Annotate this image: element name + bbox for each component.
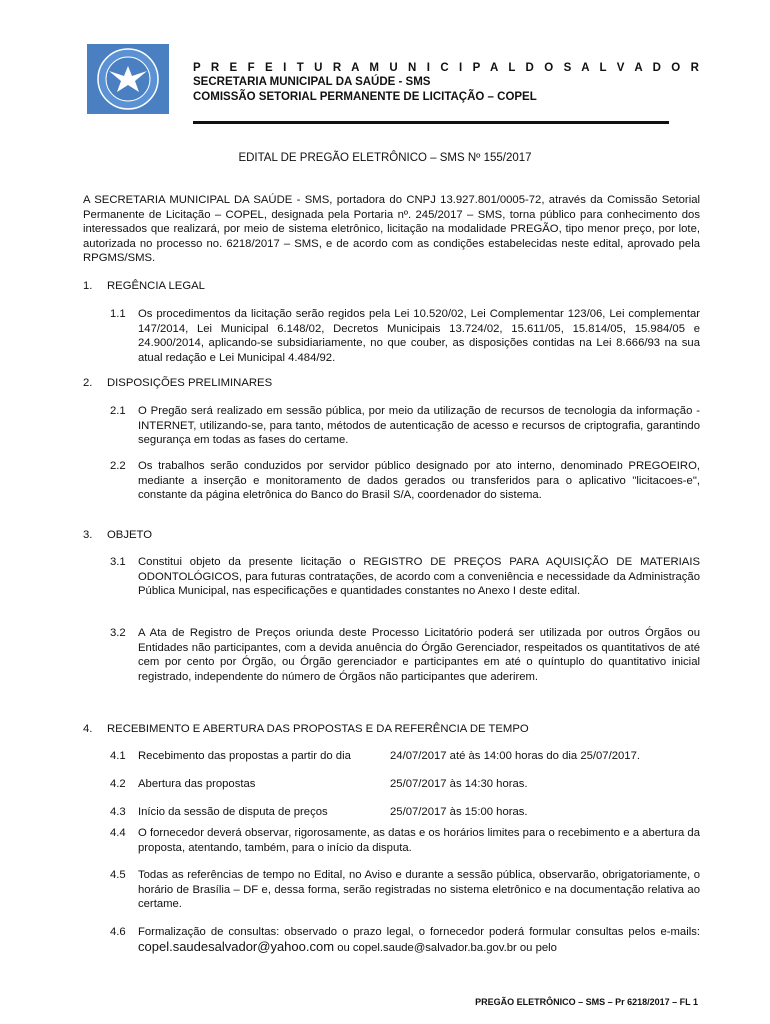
item-4-5: 4.5 Todas as referências de tempo no Edital, no Aviso e durante a sessão pública, observarão, obrigatoriamente, o horário de Brasília – DF e, dessa forma, serão registradas no sistema eletrônico e na documentação relativa ao certame. bbox=[110, 869, 700, 911]
item-2-1: 2.1 O Pregão será realizado em sessão pública, por meio da utilização de recursos de tecnologia da informação - INTERNET, utilizando-se, para tanto, métodos de autenticação de acesso e recursos de criptografia, garantindo segurança em todas as fases do certame. bbox=[110, 405, 700, 447]
section-2-heading: 2. DISPOSIÇÕES PRELIMINARES bbox=[83, 377, 273, 389]
document-page: P R E F E I T U R A M U N I C I P A L D O S A L V A D O R SECRETARIA MUNICIPAL DA SAÚDE - SMS COMISSÃO SETORIAL PERMANENTE DE LICITAÇÃO – COPEL EDITAL DE PREGÃO ELETRÔNICO – SMS Nº 155/2017 A SECRETARIA MUNICIPAL DA SAÚDE - SMS, portadora do CNPJ 13.927.801/0005-72, através da Comissão Setorial Permanente de Licitação – COPEL, designada pela Portaria nº. 245/2017 – SMS, torna público para conhecimento dos interessados que realizará, por meio de sistema eletrônico, licitação na modalidade PREGÃO, tipo menor preço, por lote, autorizada no processo no. 6218/2017 – SMS, e de acordo com as condições estabelecidas neste edital, aprovado pela RPGMS/SMS. 1. REGÊNCIA LEGAL 1.1 Os procedimentos da licitação serão regidos pela Lei 10.520/02, Lei Complementar 123/06, Lei complementar 147/2014, Lei Municipal 6.148/02, Decretos Municipais 13.724/02, 15.611/05, 15.814/05, 15.984/05 e 24.900/2014, aplicando-se subsidiariamente, no que couber, as disposições contidas na Lei 8.666/93 na sua atual redação e Lei Municipal 4.484/92. 2. DISPOSIÇÕES PRELIMINARES 2.1 O Pregão será realizado em sessão pública, por meio da utilização de recursos de tecnologia da informação - INTERNET, utilizando-se, para tanto, métodos de autenticação de acesso e recursos de criptografia, garantindo segurança em todas as fases do certame. 2.2 Os trabalhos serão conduzidos por servidor público designado por ato interno, denominado PREGOEIRO, mediante a inserção e monitoramento de dados gerados ou transferidos para o aplicativo "licitacoes-e", constante da página eletrônica do Banco do Brasil S/A, coordenador do sistema. 3. OBJETO 3.1 Constitui objeto da presente licitação o REGISTRO DE PREÇOS PARA AQUISIÇÃO DE MATERIAIS ODONTOLÓGICOS, para futuras contratações, de acordo com a conveniência e necessidade da Administração Pública Municipal, nas especificações e quantidades constantes no Anexo I deste edital. 3.2 A Ata de Registro de Preços oriunda deste Processo Licitatório poderá ser utilizada por outros Órgãos ou Entidades não participantes, com a devida anuência do Órgão Gerenciador, respeitados os quantitativos de até cem por cento por Órgão, ou Órgão gerenciador e participantes em até o quíntuplo do quantitativo inicial registrado, independente do número de Órgãos não participantes que aderirem. 4. RECEBIMENTO E ABERTURA DAS PROPOSTAS E DA REFERÊNCIA DE TEMPO 4.1 Recebimento das propostas a partir do dia 24/07/2017 até às 14:00 horas do dia 25/07/2017. 4.2 Abertura das propostas 25/07/2017 às 14:30 horas. 4.3 Início da sessão de disputa de preços 25/07/2017 às 15:00 horas. 4.4 O fornecedor deverá observar, rigorosamente, as datas e os horários limites para o recebimento e a abertura da proposta, atentando, também, para o início da disputa. 4.5 Todas as referências de tempo no Edital, no Aviso e durante a sessão pública, observarão, obrigatoriamente, o horário de Brasília – DF e, dessa forma, serão registradas no sistema eletrônico e na documentação relativa ao certame. 4.6 Formalização de consultas: observado o prazo legal, o fornecedor poderá formular consultas pelos e-mails: copel.saudesalvador@yahoo.com ou copel.saude@salvador.ba.gov.br ou pelo PREGÃO ELETRÔNICO – SMS – Pr 6218/2017 – FL 1 bbox=[0, 0, 770, 1024]
header-secretaria: SECRETARIA MUNICIPAL DA SAÚDE - SMS bbox=[193, 76, 431, 88]
item-4-4: 4.4 O fornecedor deverá observar, rigorosamente, as datas e os horários limites para o recebimento e a abertura da proposta, atentando, também, para o início da disputa. bbox=[110, 827, 700, 854]
item-1-1: 1.1 Os procedimentos da licitação serão regidos pela Lei 10.520/02, Lei Complementar 123/06, Lei complementar 147/2014, Lei Municipal 6.148/02, Decretos Municipais 13.724/02, 15.611/05, 15.814/05, 15.984/05 e 24.900/2014, aplicando-se subsidiariamente, no que couber, as disposições contidas na Lei 8.666/93 na sua atual redação e Lei Municipal 4.484/92. bbox=[110, 308, 700, 364]
email-link-yahoo[interactable]: copel.saudesalvador@yahoo.com bbox=[138, 938, 335, 954]
header-divider bbox=[193, 121, 669, 124]
item-4-6: 4.6 Formalização de consultas: observado o prazo legal, o fornecedor poderá formular consultas pelos e-mails: copel.saudesalvador@yahoo.com ou copel.saude@salvador.ba.gov.br ou pelo bbox=[110, 926, 700, 954]
document-title: EDITAL DE PREGÃO ELETRÔNICO – SMS Nº 155/2017 bbox=[238, 152, 532, 164]
header-prefeitura: P R E F E I T U R A M U N I C I P A L D O S A L V A D O R bbox=[193, 62, 703, 74]
header-comissao: COMISSÃO SETORIAL PERMANENTE DE LICITAÇÃO – COPEL bbox=[193, 91, 537, 103]
section-3-heading: 3. OBJETO bbox=[83, 529, 152, 541]
section-4-heading: 4. RECEBIMENTO E ABERTURA DAS PROPOSTAS E DA REFERÊNCIA DE TEMPO bbox=[83, 723, 529, 735]
item-3-2: 3.2 A Ata de Registro de Preços oriunda deste Processo Licitatório poderá ser utilizada por outros Órgãos ou Entidades não participantes, com a devida anuência do Órgão Gerenciador, respeitados os quantitativos de até cem por cento por Órgão, ou Órgão gerenciador e participantes em até o quíntuplo do quantitativo inicial registrado, independente do número de Órgãos não participantes que aderirem. bbox=[110, 627, 700, 683]
item-3-1: 3.1 Constitui objeto da presente licitação o REGISTRO DE PREÇOS PARA AQUISIÇÃO DE MATERIAIS ODONTOLÓGICOS, para futuras contratações, de acordo com a conveniência e necessidade da Administração Pública Municipal, nas especificações e quantidades constantes no Anexo I deste edital. bbox=[110, 556, 700, 598]
city-seal-logo bbox=[87, 44, 169, 114]
intro-paragraph: A SECRETARIA MUNICIPAL DA SAÚDE - SMS, portadora do CNPJ 13.927.801/0005-72, através da Comissão Setorial Permanente de Licitação – COPEL, designada pela Portaria nº. 245/2017 – SMS, torna público para conhecimento dos interessados que realizará, por meio de sistema eletrônico, licitação na modalidade PREGÃO, tipo menor preço, por lote, autorizada no processo no. 6218/2017 – SMS, e de acordo com as condições estabelecidas neste edital, aprovado pela RPGMS/SMS. bbox=[83, 194, 700, 265]
item-2-2: 2.2 Os trabalhos serão conduzidos por servidor público designado por ato interno, denominado PREGOEIRO, mediante a inserção e monitoramento de dados gerados ou transferidos para o aplicativo "licitacoes-e", constante da página eletrônica do Banco do Brasil S/A, coordenador do sistema. bbox=[110, 460, 700, 502]
page-footer: PREGÃO ELETRÔNICO – SMS – Pr 6218/2017 – FL 1 bbox=[475, 997, 698, 1007]
section-1-heading: 1. REGÊNCIA LEGAL bbox=[83, 280, 205, 292]
